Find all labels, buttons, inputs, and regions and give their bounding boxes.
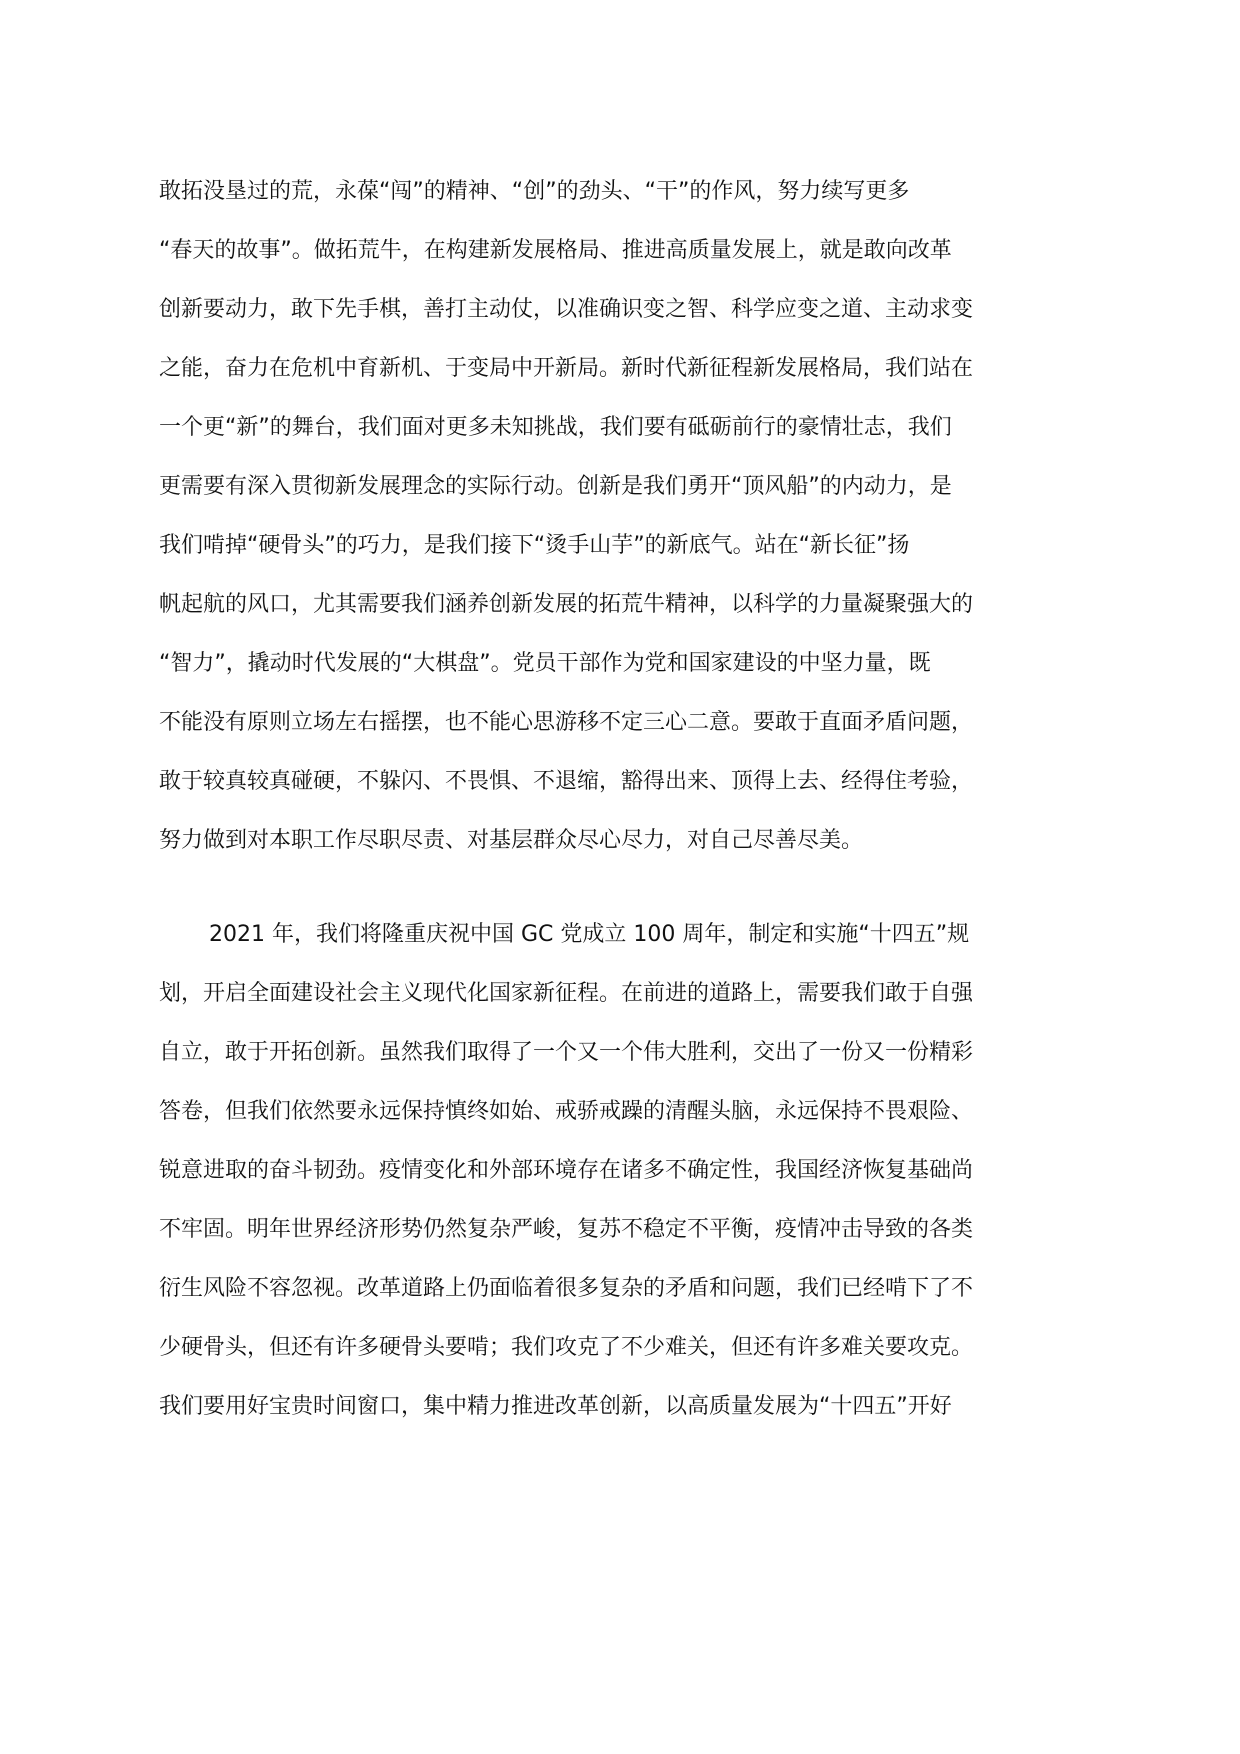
paragraph-line: “智力”，撬动时代发展的“大棋盘”。党员干部作为党和国家建设的中坚力量，既 <box>159 651 931 676</box>
paragraph-line: 2021 年，我们将隆重庆祝中国 GC 党成立 100 周年，制定和实施“十四五”规 <box>209 922 970 947</box>
paragraph-line: 少硬骨头，但还有许多硬骨头要啃；我们攻克了不少难关，但还有许多难关要攻克。 <box>159 1335 974 1360</box>
paragraph-line: 努力做到对本职工作尽职尽责、对基层群众尽心尽力，对自己尽善尽美。 <box>159 828 864 853</box>
paragraph-line: 不能没有原则立场左右摇摆，也不能心思游移不定三心二意。要敢于直面矛盾问题， <box>159 710 974 735</box>
paragraph-line: 答卷，但我们依然要永远保持慎终如始、戒骄戒躁的清醒头脑，永远保持不畏艰险、 <box>159 1099 974 1124</box>
paragraph-line: 更需要有深入贯彻新发展理念的实际行动。创新是我们勇开“顶风船”的内动力，是 <box>159 474 952 499</box>
paragraph-line: “春天的故事”。做拓荒牛，在构建新发展格局、推进高质量发展上，就是敢向改革 <box>159 238 952 263</box>
paragraph-line: 我们要用好宝贵时间窗口，集中精力推进改革创新，以高质量发展为“十四五”开好 <box>159 1394 952 1419</box>
paragraph-line: 之能，奋力在危机中育新机、于变局中开新局。新时代新征程新发展格局，我们站在 <box>159 356 974 381</box>
paragraph-line: 敢于较真较真碰硬，不躲闪、不畏惧、不退缩，豁得出来、顶得上去、经得住考验， <box>159 769 974 794</box>
paragraph-line: 创新要动力，敢下先手棋，善打主动仗，以准确识变之智、科学应变之道、主动求变 <box>159 297 974 322</box>
paragraph-line: 我们啃掉“硬骨头”的巧力，是我们接下“烫手山芋”的新底气。站在“新长征”扬 <box>159 533 910 558</box>
paragraph-line: 帆起航的风口，尤其需要我们涵养创新发展的拓荒牛精神，以科学的力量凝聚强大的 <box>159 592 974 617</box>
paragraph-line: 划，开启全面建设社会主义现代化国家新征程。在前进的道路上，需要我们敢于自强 <box>159 981 974 1006</box>
paragraph-line: 一个更“新”的舞台，我们面对更多未知挑战，我们要有砥砺前行的豪情壮志，我们 <box>159 415 952 440</box>
paragraph-line: 不牢固。明年世界经济形势仍然复杂严峻，复苏不稳定不平衡，疫情冲击导致的各类 <box>159 1217 974 1242</box>
paragraph-line: 衍生风险不容忽视。改革道路上仍面临着很多复杂的矛盾和问题，我们已经啃下了不 <box>159 1276 974 1301</box>
paragraph-line: 锐意进取的奋斗韧劲。疫情变化和外部环境存在诸多不确定性，我国经济恢复基础尚 <box>159 1158 974 1183</box>
paragraph-line: 敢拓没垦过的荒，永葆“闯”的精神、“创”的劲头、“干”的作风，努力续写更多 <box>159 179 910 204</box>
paragraph-line: 自立，敢于开拓创新。虽然我们取得了一个又一个伟大胜利，交出了一份又一份精彩 <box>159 1040 974 1065</box>
